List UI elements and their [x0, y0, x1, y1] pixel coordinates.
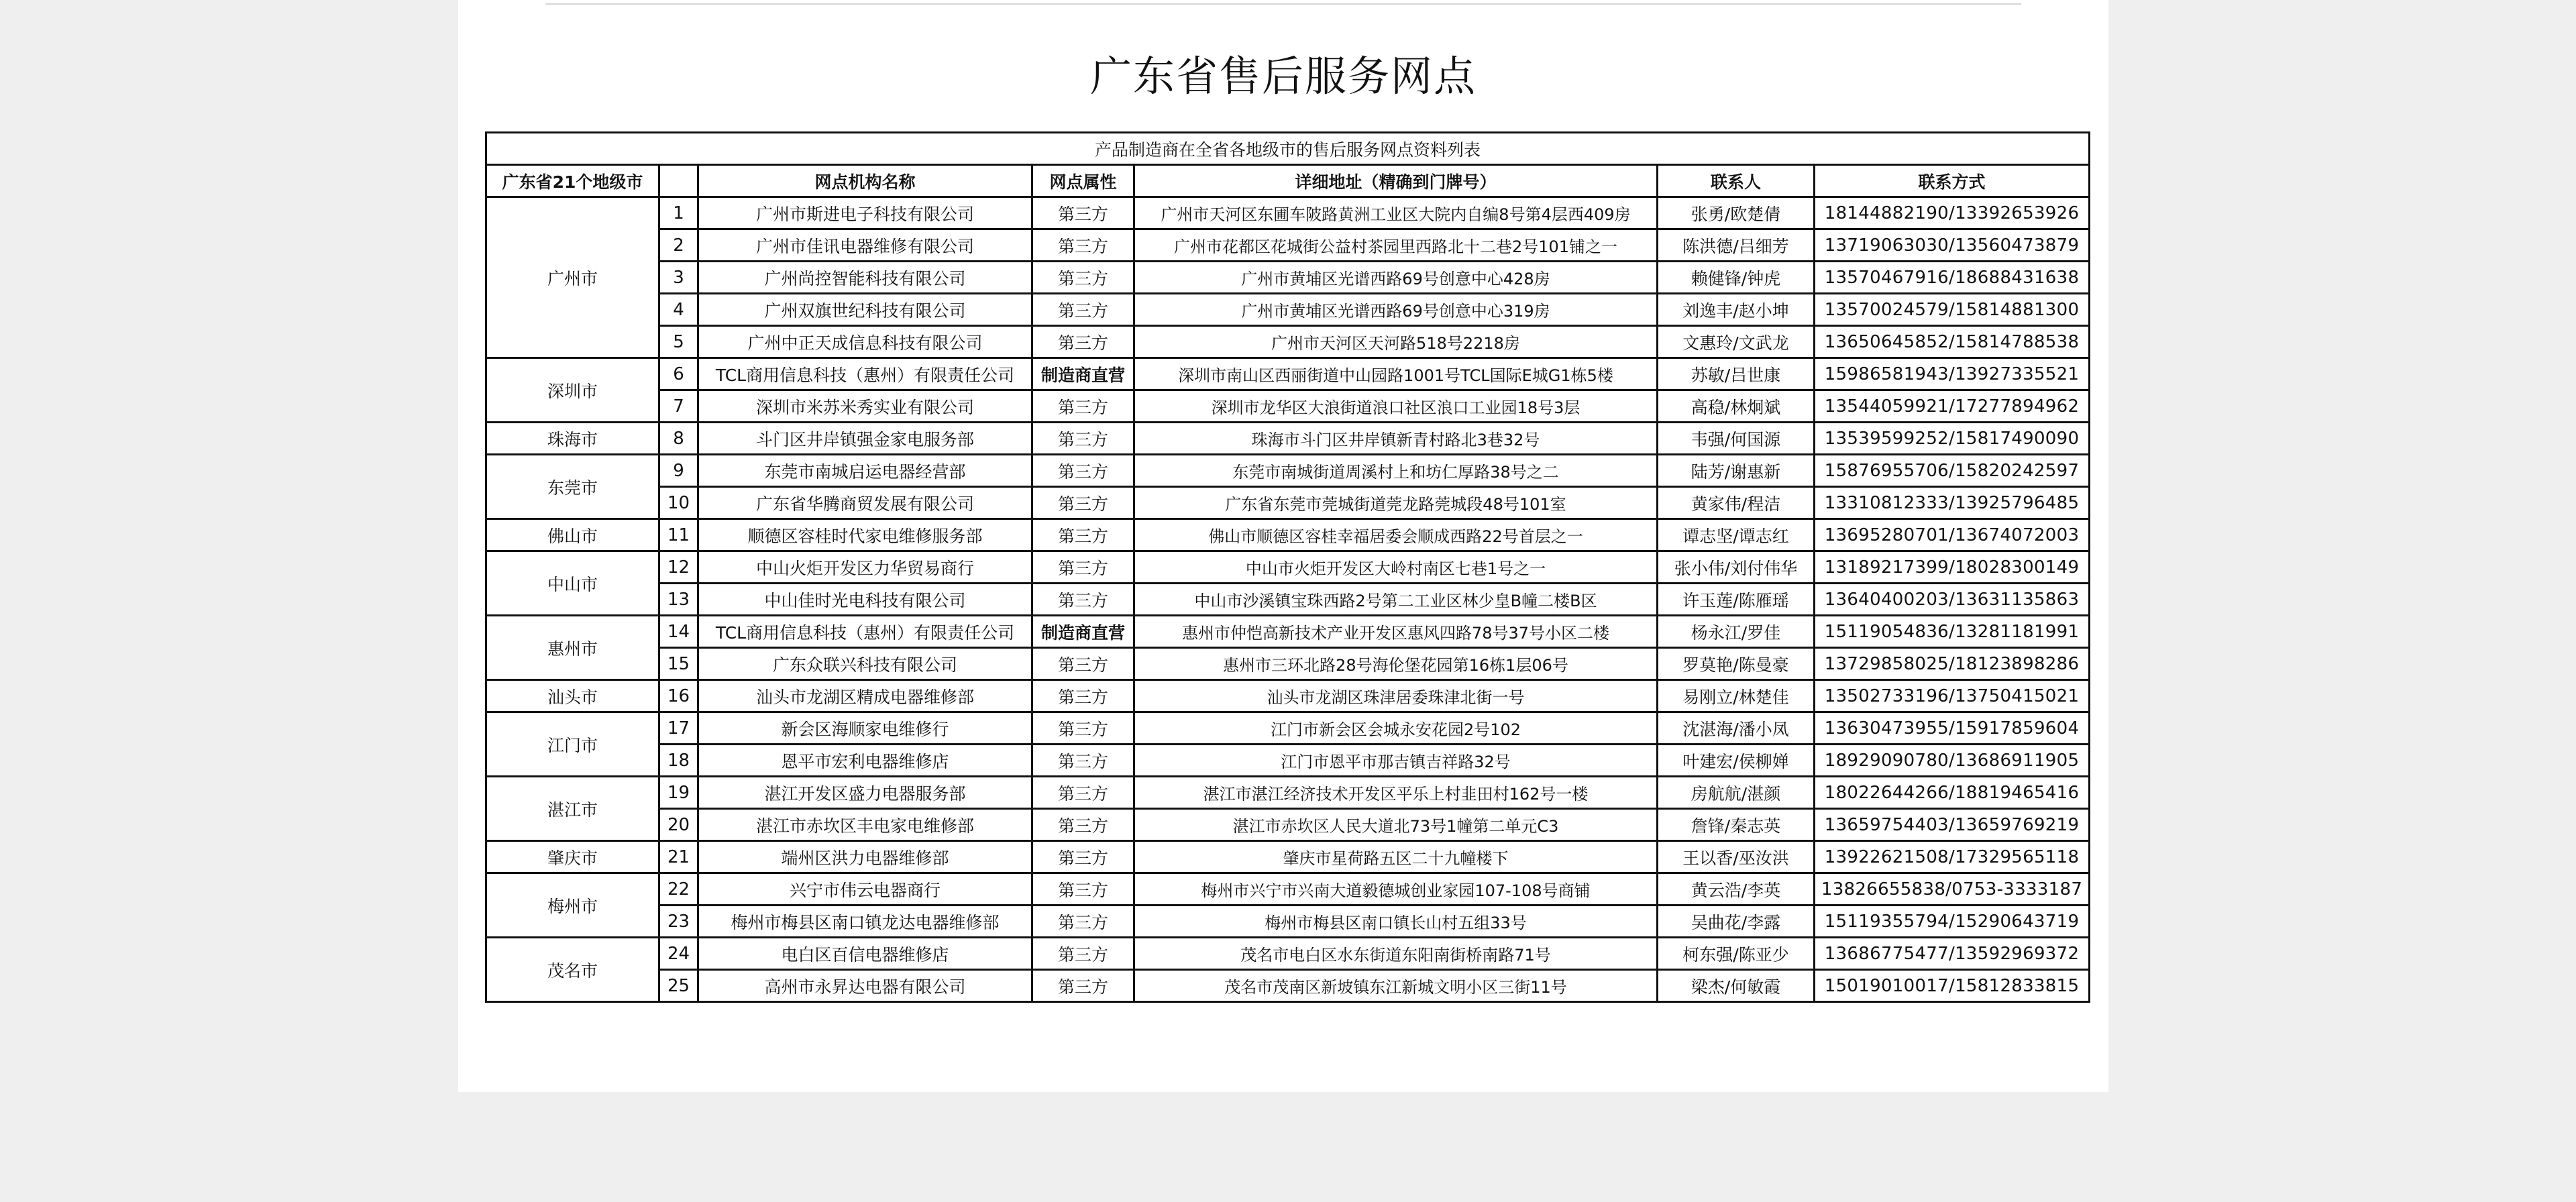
address-cell: 茂名市茂南区新坡镇东江新城文明小区三街11号: [1134, 970, 1658, 1002]
city-cell: 珠海市: [486, 423, 659, 455]
address-cell: 珠海市斗门区井岸镇新青村路北3巷32号: [1134, 423, 1658, 455]
table-row: [486, 616, 2090, 648]
address-cell: 江门市新会区会城永安花园2号102: [1134, 712, 1658, 745]
table-row: [486, 712, 2090, 745]
address-cell: 梅州市梅县区南口镇长山村五组33号: [1134, 906, 1658, 938]
contact-cell: 黄云浩/李英: [1658, 873, 1815, 906]
number-cell: 13: [659, 584, 698, 616]
phone-cell: 13189217399/18028300149: [1815, 551, 2090, 584]
table-caption: 产品制造商在全省各地级市的售后服务网点资料列表: [486, 133, 2090, 165]
name-cell: 广州市佳讯电器维修有限公司: [698, 229, 1032, 262]
document-page: [458, 0, 2108, 1092]
name-cell: 深圳市米苏米秀实业有限公司: [698, 390, 1032, 423]
number-cell: 21: [659, 841, 698, 873]
address-cell: 中山市沙溪镇宝珠西路2号第二工业区林少皇B幢二楼B区: [1134, 584, 1658, 616]
phone-cell: 13922621508/17329565118: [1815, 841, 2090, 873]
contact-cell: 高稳/林炯斌: [1658, 390, 1815, 423]
contact-cell: 张勇/欧楚倩: [1658, 197, 1815, 229]
type-cell: 第三方: [1032, 873, 1134, 906]
contact-cell: 刘逸丰/赵小坤: [1658, 294, 1815, 326]
address-cell: 深圳市南山区西丽街道中山园路1001号TCL国际E城G1栋5楼: [1134, 358, 1658, 390]
table-body: [486, 197, 2090, 1002]
phone-cell: 18022644266/18819465416: [1815, 777, 2090, 809]
city-cell: 梅州市: [486, 873, 659, 938]
phone-cell: 13826655838/0753-3333187: [1815, 873, 2090, 906]
name-cell: 恩平市宏利电器维修店: [698, 745, 1032, 777]
number-cell: 6: [659, 358, 698, 390]
phone-cell: 13539599252/15817490090: [1815, 423, 2090, 455]
contact-cell: 詹锋/秦志英: [1658, 809, 1815, 841]
number-cell: 25: [659, 970, 698, 1002]
table-row: [486, 551, 2090, 584]
address-cell: 汕头市龙湖区珠津居委珠津北街一号: [1134, 680, 1658, 712]
header-address: 详细地址（精确到门牌号）: [1134, 165, 1658, 197]
phone-cell: 15119054836/13281181991: [1815, 616, 2090, 648]
table-row: [486, 294, 2090, 326]
phone-cell: 18144882190/13392653926: [1815, 197, 2090, 229]
table-row: [486, 809, 2090, 841]
contact-cell: 梁杰/何敏霞: [1658, 970, 1815, 1002]
contact-cell: 杨永江/罗佳: [1658, 616, 1815, 648]
contact-cell: 韦强/何国源: [1658, 423, 1815, 455]
number-cell: 12: [659, 551, 698, 584]
number-cell: 11: [659, 519, 698, 551]
contact-cell: 叶建宏/侯柳婵: [1658, 745, 1815, 777]
city-cell: 惠州市: [486, 616, 659, 680]
header-row: [486, 165, 2090, 197]
table-row: [486, 487, 2090, 519]
name-cell: TCL商用信息科技（惠州）有限责任公司: [698, 358, 1032, 390]
phone-cell: 13502733196/13750415021: [1815, 680, 2090, 712]
number-cell: 18: [659, 745, 698, 777]
city-cell: 广州市: [486, 197, 659, 358]
table-row: [486, 777, 2090, 809]
type-cell: 第三方: [1032, 970, 1134, 1002]
number-cell: 3: [659, 262, 698, 294]
name-cell: 新会区海顺家电维修行: [698, 712, 1032, 745]
name-cell: 斗门区井岸镇强金家电服务部: [698, 423, 1032, 455]
name-cell: 顺德区容桂时代家电维修服务部: [698, 519, 1032, 551]
service-points-table: [485, 131, 2090, 1003]
table-row: [486, 970, 2090, 1002]
city-cell: 佛山市: [486, 519, 659, 551]
city-cell: 江门市: [486, 712, 659, 777]
type-cell: 第三方: [1032, 229, 1134, 262]
type-cell: 第三方: [1032, 906, 1134, 938]
address-cell: 广州市黄埔区光谱西路69号创意中心319房: [1134, 294, 1658, 326]
contact-cell: 张小伟/刘付伟华: [1658, 551, 1815, 584]
name-cell: 广州双旗世纪科技有限公司: [698, 294, 1032, 326]
city-cell: 东莞市: [486, 455, 659, 519]
contact-cell: 王以香/巫汝洪: [1658, 841, 1815, 873]
phone-cell: 13650645852/15814788538: [1815, 326, 2090, 358]
table-row: [486, 680, 2090, 712]
number-cell: 9: [659, 455, 698, 487]
contact-cell: 房航航/湛颜: [1658, 777, 1815, 809]
name-cell: 梅州市梅县区南口镇龙达电器维修部: [698, 906, 1032, 938]
type-cell: 第三方: [1032, 197, 1134, 229]
contact-cell: 易刚立/林楚佳: [1658, 680, 1815, 712]
number-cell: 23: [659, 906, 698, 938]
type-cell: 第三方: [1032, 680, 1134, 712]
caption-row: [486, 133, 2090, 165]
city-cell: 茂名市: [486, 938, 659, 1002]
address-cell: 广州市天河区东圃车陂路黄洲工业区大院内自编8号第4层西409房: [1134, 197, 1658, 229]
type-cell: 制造商直营: [1032, 616, 1134, 648]
name-cell: 广州尚控智能科技有限公司: [698, 262, 1032, 294]
address-cell: 中山市火炬开发区大岭村南区七巷1号之一: [1134, 551, 1658, 584]
number-cell: 19: [659, 777, 698, 809]
address-cell: 广州市黄埔区光谱西路69号创意中心428房: [1134, 262, 1658, 294]
address-cell: 惠州市仲恺高新技术产业开发区惠风四路78号37号小区二楼: [1134, 616, 1658, 648]
city-cell: 肇庆市: [486, 841, 659, 873]
header-contact: 联系人: [1658, 165, 1815, 197]
address-cell: 茂名市电白区水东街道东阳南街桥南路71号: [1134, 938, 1658, 970]
header-phone: 联系方式: [1815, 165, 2090, 197]
type-cell: 第三方: [1032, 584, 1134, 616]
number-cell: 14: [659, 616, 698, 648]
name-cell: TCL商用信息科技（惠州）有限责任公司: [698, 616, 1032, 648]
phone-cell: 13729858025/18123898286: [1815, 648, 2090, 680]
table-row: [486, 197, 2090, 229]
name-cell: 中山火炬开发区力华贸易商行: [698, 551, 1032, 584]
number-cell: 10: [659, 487, 698, 519]
table-row: [486, 841, 2090, 873]
number-cell: 17: [659, 712, 698, 745]
address-cell: 广州市天河区天河路518号2218房: [1134, 326, 1658, 358]
address-cell: 深圳市龙华区大浪街道浪口社区浪口工业园18号3层: [1134, 390, 1658, 423]
number-cell: 2: [659, 229, 698, 262]
address-cell: 惠州市三环北路28号海伦堡花园第16栋1层06号: [1134, 648, 1658, 680]
type-cell: 第三方: [1032, 745, 1134, 777]
type-cell: 第三方: [1032, 294, 1134, 326]
type-cell: 第三方: [1032, 648, 1134, 680]
contact-cell: 陈洪德/吕细芳: [1658, 229, 1815, 262]
type-cell: 第三方: [1032, 519, 1134, 551]
address-cell: 东莞市南城街道周溪村上和坊仁厚路38号之二: [1134, 455, 1658, 487]
address-cell: 肇庆市星荷路五区二十九幢楼下: [1134, 841, 1658, 873]
contact-cell: 文惠玲/文武龙: [1658, 326, 1815, 358]
table-row: [486, 584, 2090, 616]
contact-cell: 柯东强/陈亚少: [1658, 938, 1815, 970]
name-cell: 高州市永昇达电器有限公司: [698, 970, 1032, 1002]
table-row: [486, 390, 2090, 423]
name-cell: 中山佳时光电科技有限公司: [698, 584, 1032, 616]
type-cell: 第三方: [1032, 487, 1134, 519]
name-cell: 汕头市龙湖区精成电器维修部: [698, 680, 1032, 712]
city-cell: 汕头市: [486, 680, 659, 712]
number-cell: 15: [659, 648, 698, 680]
contact-cell: 陆芳/谢惠新: [1658, 455, 1815, 487]
table-row: [486, 873, 2090, 906]
number-cell: 16: [659, 680, 698, 712]
phone-cell: 13686775477/13592969372: [1815, 938, 2090, 970]
number-cell: 24: [659, 938, 698, 970]
address-cell: 广州市花都区花城街公益村茶园里西路北十二巷2号101铺之一: [1134, 229, 1658, 262]
header-number: [659, 165, 698, 197]
address-cell: 湛江市赤坎区人民大道北73号1幢第二单元C3: [1134, 809, 1658, 841]
number-cell: 22: [659, 873, 698, 906]
type-cell: 第三方: [1032, 262, 1134, 294]
table-row: [486, 358, 2090, 390]
contact-cell: 沈湛海/潘小凤: [1658, 712, 1815, 745]
contact-cell: 苏敏/吕世康: [1658, 358, 1815, 390]
type-cell: 第三方: [1032, 841, 1134, 873]
type-cell: 第三方: [1032, 551, 1134, 584]
city-cell: 深圳市: [486, 358, 659, 423]
phone-cell: 13570467916/18688431638: [1815, 262, 2090, 294]
address-cell: 广东省东莞市莞城街道莞龙路莞城段48号101室: [1134, 487, 1658, 519]
type-cell: 第三方: [1032, 423, 1134, 455]
table-row: [486, 262, 2090, 294]
phone-cell: 13630473955/15917859604: [1815, 712, 2090, 745]
name-cell: 湛江开发区盛力电器服务部: [698, 777, 1032, 809]
type-cell: 第三方: [1032, 455, 1134, 487]
contact-cell: 罗莫艳/陈曼豪: [1658, 648, 1815, 680]
table-row: [486, 938, 2090, 970]
header-type: 网点属性: [1032, 165, 1134, 197]
type-cell: 第三方: [1032, 390, 1134, 423]
name-cell: 广州中正天成信息科技有限公司: [698, 326, 1032, 358]
top-divider: [545, 3, 2021, 5]
city-cell: 湛江市: [486, 777, 659, 841]
number-cell: 20: [659, 809, 698, 841]
contact-cell: 赖健锋/钟虎: [1658, 262, 1815, 294]
table-row: [486, 648, 2090, 680]
type-cell: 第三方: [1032, 809, 1134, 841]
address-cell: 湛江市湛江经济技术开发区平乐上村韭田村162号一楼: [1134, 777, 1658, 809]
type-cell: 制造商直营: [1032, 358, 1134, 390]
phone-cell: 13659754403/13659769219: [1815, 809, 2090, 841]
type-cell: 第三方: [1032, 777, 1134, 809]
table-row: [486, 745, 2090, 777]
name-cell: 东莞市南城启运电器经营部: [698, 455, 1032, 487]
number-cell: 4: [659, 294, 698, 326]
phone-cell: 15119355794/15290643719: [1815, 906, 2090, 938]
contact-cell: 谭志坚/谭志红: [1658, 519, 1815, 551]
phone-cell: 13570024579/15814881300: [1815, 294, 2090, 326]
city-cell: 中山市: [486, 551, 659, 616]
type-cell: 第三方: [1032, 326, 1134, 358]
name-cell: 电白区百信电器维修店: [698, 938, 1032, 970]
phone-cell: 13640400203/13631135863: [1815, 584, 2090, 616]
contact-cell: 吴曲花/李露: [1658, 906, 1815, 938]
phone-cell: 13719063030/13560473879: [1815, 229, 2090, 262]
header-name: 网点机构名称: [698, 165, 1032, 197]
name-cell: 广州市斯进电子科技有限公司: [698, 197, 1032, 229]
table-row: [486, 906, 2090, 938]
phone-cell: 15986581943/13927335521: [1815, 358, 2090, 390]
table-row: [486, 229, 2090, 262]
number-cell: 1: [659, 197, 698, 229]
address-cell: 佛山市顺德区容桂幸福居委会顺成西路22号首层之一: [1134, 519, 1658, 551]
phone-cell: 13695280701/13674072003: [1815, 519, 2090, 551]
header-city: 广东省21个地级市: [486, 165, 659, 197]
phone-cell: 13310812333/13925796485: [1815, 487, 2090, 519]
type-cell: 第三方: [1032, 712, 1134, 745]
contact-cell: 黄家伟/程洁: [1658, 487, 1815, 519]
phone-cell: 15019010017/15812833815: [1815, 970, 2090, 1002]
phone-cell: 13544059921/17277894962: [1815, 390, 2090, 423]
page-title: 广东省售后服务网点: [1089, 52, 1477, 101]
type-cell: 第三方: [1032, 938, 1134, 970]
name-cell: 湛江市赤坎区丰电家电维修部: [698, 809, 1032, 841]
number-cell: 7: [659, 390, 698, 423]
name-cell: 广东省华腾商贸发展有限公司: [698, 487, 1032, 519]
number-cell: 8: [659, 423, 698, 455]
table-row: [486, 423, 2090, 455]
contact-cell: 许玉莲/陈雁瑶: [1658, 584, 1815, 616]
name-cell: 兴宁市伟云电器商行: [698, 873, 1032, 906]
phone-cell: 18929090780/13686911905: [1815, 745, 2090, 777]
address-cell: 江门市恩平市那吉镇吉祥路32号: [1134, 745, 1658, 777]
name-cell: 广东众联兴科技有限公司: [698, 648, 1032, 680]
table-row: [486, 519, 2090, 551]
name-cell: 端州区洪力电器维修部: [698, 841, 1032, 873]
number-cell: 5: [659, 326, 698, 358]
phone-cell: 15876955706/15820242597: [1815, 455, 2090, 487]
table-row: [486, 326, 2090, 358]
address-cell: 梅州市兴宁市兴南大道毅德城创业家园107-108号商铺: [1134, 873, 1658, 906]
table-row: [486, 455, 2090, 487]
